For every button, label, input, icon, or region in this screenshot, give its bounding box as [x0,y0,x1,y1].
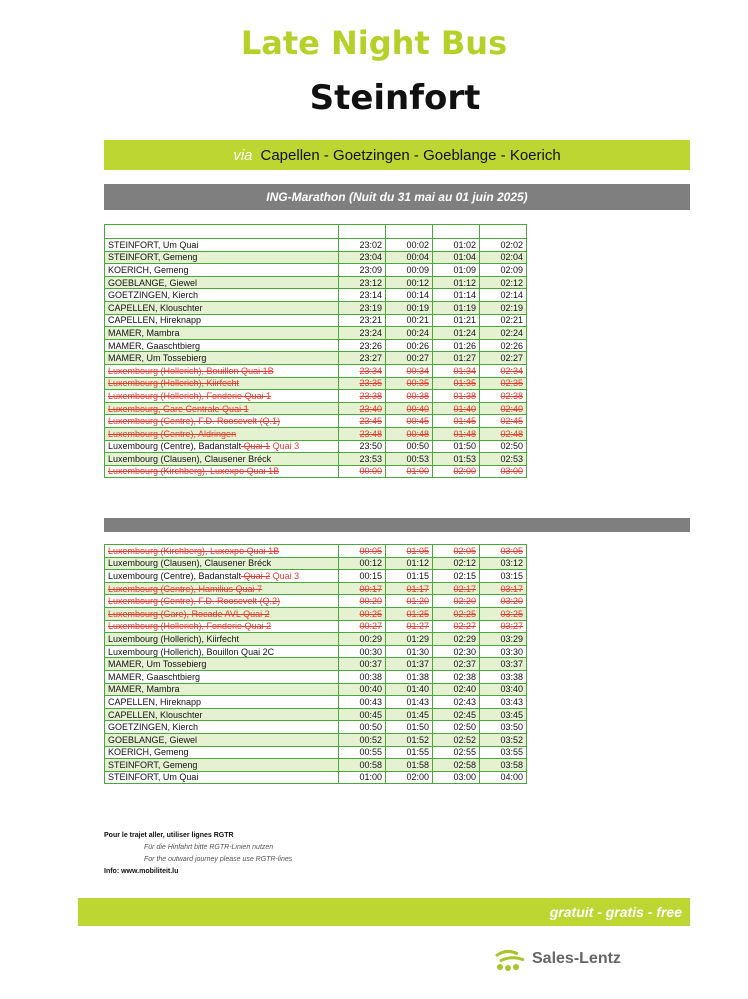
departure-time: 02:26 [480,339,527,352]
departure-time: 23:26 [339,339,386,352]
departure-time: 03:50 [480,721,527,734]
departure-time: 01:14 [433,289,480,302]
stop-name: Luxembourg (Hollerich), Kiirfecht [105,633,339,646]
table-row [105,557,527,570]
stop-name: Luxembourg (Centre), Badanstalt Quai 2 Quai 3 [105,570,339,583]
stop-name: Luxembourg (Kirchberg), Luxexpo Quai 1B [105,465,339,478]
stop-name: CAPELLEN, Hireknapp [105,696,339,709]
departure-time: 03:38 [480,670,527,683]
departure-time: 23:12 [339,276,386,289]
stop-name: Luxembourg (Centre), Aldringen [105,427,339,440]
departure-time: 00:19 [386,301,433,314]
departure-time: 23:35 [339,377,386,390]
table-row [105,759,527,772]
departure-time: 23:24 [339,327,386,340]
new-platform: Quai 3 [270,441,300,452]
departure-time: 23:09 [339,264,386,277]
departure-time: 03:20 [480,595,527,608]
stop-name: MAMER, Gaaschtbierg [105,339,339,352]
departure-time: 01:45 [386,708,433,721]
departure-time: 23:48 [339,427,386,440]
departure-time: 00:38 [339,670,386,683]
departure-time: 00:45 [386,415,433,428]
departure-time: 02:40 [433,683,480,696]
departure-time: 02:45 [433,708,480,721]
removed-platform: Quai 2 [241,570,271,581]
table-row [105,327,527,340]
departure-time: 02:58 [433,759,480,772]
departure-time: 02:20 [433,595,480,608]
departure-time: 02:21 [480,314,527,327]
departure-time: 00:38 [386,390,433,403]
page-subtitle: Steinfort [309,78,481,118]
departure-time: 01:30 [386,645,433,658]
stop-name: MAMER, Gaaschtbierg [105,670,339,683]
departure-time: 01:12 [433,276,480,289]
departure-time: 01:40 [386,683,433,696]
stop-name: Luxembourg (Hollerich), Fonderie Quai 2 [105,620,339,633]
departure-time: 00:48 [386,427,433,440]
departure-time: 01:50 [433,440,480,453]
via-label: via [233,146,253,164]
table-row-cancelled [105,582,527,595]
departure-time: 00:40 [386,402,433,415]
stop-name: KOERICH, Gemeng [105,264,339,277]
departure-time: 03:40 [480,683,527,696]
departure-time: 02:09 [480,264,527,277]
departure-time: 23:45 [339,415,386,428]
departure-time: 02:34 [480,364,527,377]
departure-time: 01:25 [386,607,433,620]
table-row [105,314,527,327]
note-fr: Pour le trajet aller, utiliser lignes RGTR [104,832,234,839]
departure-time: 23:50 [339,440,386,453]
departure-time: 02:14 [480,289,527,302]
departure-time: 02:19 [480,301,527,314]
departure-time: 00:26 [386,339,433,352]
departure-time: 23:02 [339,239,386,252]
departure-time: 01:53 [433,453,480,466]
departure-time: 01:37 [386,658,433,671]
stop-name: GOEBLANGE, Giewel [105,733,339,746]
departure-time: 01:15 [386,570,433,583]
departure-time: 00:58 [339,759,386,772]
departure-time: 02:53 [480,453,527,466]
stop-name: STEINFORT, Gemeng [105,251,339,264]
stop-name: CAPELLEN, Hireknapp [105,314,339,327]
departure-time: 00:27 [339,620,386,633]
stop-name: Luxembourg (Kirchberg), Luxexpo Quai 1B [105,545,339,558]
departure-time: 03:05 [480,545,527,558]
departure-time: 02:38 [433,670,480,683]
table-row-cancelled [105,595,527,608]
page-title: Late Night Bus [240,24,508,62]
departure-time: 03:52 [480,733,527,746]
stop-name: STEINFORT, Gemeng [105,759,339,772]
departure-time: 00:43 [339,696,386,709]
departure-time: 02:00 [433,465,480,478]
removed-platform: Quai 1 [241,441,271,452]
departure-time: 23:38 [339,390,386,403]
table-row [105,570,527,583]
departure-time: 02:27 [433,620,480,633]
stop-name: Luxembourg (Centre), F.D. Roosevelt (Q.2) [105,595,339,608]
departure-time: 00:45 [339,708,386,721]
stop-name: CAPELLEN, Klouschter [105,301,339,314]
table-row [105,339,527,352]
departure-time: 01:38 [386,670,433,683]
departure-time: 00:30 [339,645,386,658]
departure-time: 02:50 [480,440,527,453]
departure-time: 01:05 [386,545,433,558]
stop-name: STEINFORT, Um Quai [105,771,339,784]
departure-time: 03:30 [480,645,527,658]
departure-time: 00:25 [339,607,386,620]
stop-name: Luxembourg (Clausen), Clausener Bréck [105,557,339,570]
departure-time: 02:00 [386,771,433,784]
departure-time: 04:00 [480,771,527,784]
free-label: gratuit - gratis - free [549,904,682,920]
departure-time: 02:12 [480,276,527,289]
table-row [105,696,527,709]
departure-time: 03:27 [480,620,527,633]
stop-name: MAMER, Mambra [105,683,339,696]
departure-time: 03:12 [480,557,527,570]
table-header-row [105,225,527,239]
departure-time: 03:55 [480,746,527,759]
departure-time: 02:15 [433,570,480,583]
departure-time: 02:02 [480,239,527,252]
departure-time: 01:48 [433,427,480,440]
table-row-cancelled [105,620,527,633]
departure-time: 02:37 [433,658,480,671]
table-row-cancelled [105,607,527,620]
table-row [105,708,527,721]
departure-time: 01:27 [386,620,433,633]
departure-time: 00:09 [386,264,433,277]
departure-time: 02:35 [480,377,527,390]
table-row [105,670,527,683]
event-bar [104,184,690,210]
note-de: Für die Hinfahrt bitte RGTR-Linien nutzen [144,844,274,851]
departure-time: 01:29 [386,633,433,646]
table-row [105,658,527,671]
departure-time: 23:27 [339,352,386,365]
departure-time: 23:34 [339,364,386,377]
departure-time: 00:34 [386,364,433,377]
table-row [105,746,527,759]
departure-time: 01:19 [433,301,480,314]
departure-time: 00:50 [386,440,433,453]
table-row-cancelled [105,465,527,478]
stop-name: Luxembourg, Gare Centrale Quai 1 [105,402,339,415]
stop-name: Luxembourg (Hollerich), Kiirfecht [105,377,339,390]
departure-time: 03:58 [480,759,527,772]
timetable-return [104,544,527,784]
departure-time: 03:37 [480,658,527,671]
departure-time: 01:20 [386,595,433,608]
departure-time: 01:17 [386,582,433,595]
table-row [105,683,527,696]
table-row-cancelled [105,545,527,558]
departure-time: 02:43 [433,696,480,709]
departure-time: 01:00 [339,771,386,784]
stop-name: Luxembourg (Centre), Badanstalt Quai 1 Quai 3 [105,440,339,453]
departure-time: 23:40 [339,402,386,415]
departure-time: 01:21 [433,314,480,327]
departure-time: 01:27 [433,352,480,365]
separator-bar [104,518,690,532]
table-row-cancelled [105,390,527,403]
departure-time: 02:38 [480,390,527,403]
note-en: For the outward journey please use RGTR-lines [144,856,293,863]
departure-time: 03:29 [480,633,527,646]
table-row-cancelled [105,377,527,390]
table-row [105,645,527,658]
departure-time: 00:55 [339,746,386,759]
departure-time: 02:50 [433,721,480,734]
departure-time: 23:53 [339,453,386,466]
departure-time: 03:00 [433,771,480,784]
departure-time: 00:52 [339,733,386,746]
departure-time: 03:17 [480,582,527,595]
stop-name: Luxembourg (Hollerich), Fonderie Quai 1 [105,390,339,403]
table-row [105,239,527,252]
departure-time: 00:14 [386,289,433,302]
table-row [105,352,527,365]
departure-time: 00:27 [386,352,433,365]
departure-time: 00:17 [339,582,386,595]
table-row [105,289,527,302]
departure-time: 00:04 [386,251,433,264]
departure-time: 01:26 [433,339,480,352]
brand-logo-icon [494,946,528,972]
table-row-cancelled [105,402,527,415]
departure-time: 01:58 [386,759,433,772]
departure-time: 00:40 [339,683,386,696]
table-row-cancelled [105,415,527,428]
stop-name: MAMER, Mambra [105,327,339,340]
departure-time: 01:40 [433,402,480,415]
departure-time: 01:34 [433,364,480,377]
departure-time: 02:27 [480,352,527,365]
departure-time: 00:21 [386,314,433,327]
departure-time: 02:12 [433,557,480,570]
departure-time: 23:21 [339,314,386,327]
departure-time: 02:30 [433,645,480,658]
brand-logo [494,944,621,974]
departure-time: 03:45 [480,708,527,721]
departure-time: 01:24 [433,327,480,340]
departure-time: 00:00 [339,465,386,478]
stop-name: GOETZINGEN, Kierch [105,721,339,734]
stop-name: GOEBLANGE, Giewel [105,276,339,289]
table-row-cancelled [105,364,527,377]
departure-time: 03:25 [480,607,527,620]
table-row [105,251,527,264]
departure-time: 02:25 [433,607,480,620]
departure-time: 03:15 [480,570,527,583]
table-row [105,771,527,784]
departure-time: 00:15 [339,570,386,583]
departure-time: 02:17 [433,582,480,595]
departure-time: 02:40 [480,402,527,415]
stop-name: Luxembourg (Gare), Rocade AVL Quai 2 [105,607,339,620]
stop-name: Luxembourg (Clausen), Clausener Bréck [105,453,339,466]
via-route: Capellen - Goetzingen - Goeblange - Koerich [260,146,561,164]
departure-time: 01:43 [386,696,433,709]
departure-time: 00:12 [339,557,386,570]
departure-time: 01:00 [386,465,433,478]
departure-time: 00:02 [386,239,433,252]
stop-name: STEINFORT, Um Quai [105,239,339,252]
header-cell [480,225,527,239]
table-row-cancelled [105,427,527,440]
departure-time: 00:35 [386,377,433,390]
departure-time: 00:05 [339,545,386,558]
table-row [105,733,527,746]
stop-name: CAPELLEN, Klouschter [105,708,339,721]
stop-name: GOETZINGEN, Kierch [105,289,339,302]
departure-time: 01:35 [433,377,480,390]
departure-time: 02:52 [433,733,480,746]
departure-time: 01:04 [433,251,480,264]
departure-time: 02:29 [433,633,480,646]
departure-time: 00:12 [386,276,433,289]
departure-time: 23:14 [339,289,386,302]
table-row [105,633,527,646]
departure-time: 01:50 [386,721,433,734]
free-bar [78,898,690,926]
table-row [105,276,527,289]
departure-time: 00:50 [339,721,386,734]
stop-name: Luxembourg (Hollerich), Bouillon Quai 2C [105,645,339,658]
table-row [105,721,527,734]
header-cell [105,225,339,239]
header-cell [386,225,433,239]
brand-name: Sales-Lentz [532,950,621,967]
new-platform: Quai 3 [270,570,300,581]
notes [104,830,292,878]
route-bar [104,140,690,170]
departure-time: 03:43 [480,696,527,709]
departure-time: 02:05 [433,545,480,558]
departure-time: 01:09 [433,264,480,277]
stop-name: Luxembourg (Hollerich), Bouillon Quai 1B [105,364,339,377]
departure-time: 01:45 [433,415,480,428]
departure-time: 00:20 [339,595,386,608]
departure-time: 01:12 [386,557,433,570]
table-row [105,440,527,453]
stop-name: MAMER, Um Tossebierg [105,352,339,365]
table-row [105,264,527,277]
departure-time: 03:00 [480,465,527,478]
table-row [105,453,527,466]
departure-time: 01:38 [433,390,480,403]
event-label: ING-Marathon (Nuit du 31 mai au 01 juin 2025) [266,190,528,204]
departure-time: 23:19 [339,301,386,314]
departure-time: 00:37 [339,658,386,671]
departure-time: 02:04 [480,251,527,264]
departure-time: 02:48 [480,427,527,440]
stop-name: Luxembourg (Centre), Hamilius Quai 7 [105,582,339,595]
stop-name: KOERICH, Gemeng [105,746,339,759]
header-cell [339,225,386,239]
departure-time: 02:45 [480,415,527,428]
stop-name: MAMER, Um Tossebierg [105,658,339,671]
departure-time: 02:24 [480,327,527,340]
departure-time: 23:04 [339,251,386,264]
table-row [105,301,527,314]
departure-time: 02:55 [433,746,480,759]
note-info: Info: www.mobiliteit.lu [104,868,179,875]
departure-time: 01:52 [386,733,433,746]
departure-time: 00:53 [386,453,433,466]
stop-name: Luxembourg (Centre), F.D. Roosevelt (Q.1) [105,415,339,428]
departure-time: 01:02 [433,239,480,252]
timetable-outbound [104,224,527,478]
header-cell [433,225,480,239]
departure-time: 00:29 [339,633,386,646]
departure-time: 01:55 [386,746,433,759]
departure-time: 00:24 [386,327,433,340]
